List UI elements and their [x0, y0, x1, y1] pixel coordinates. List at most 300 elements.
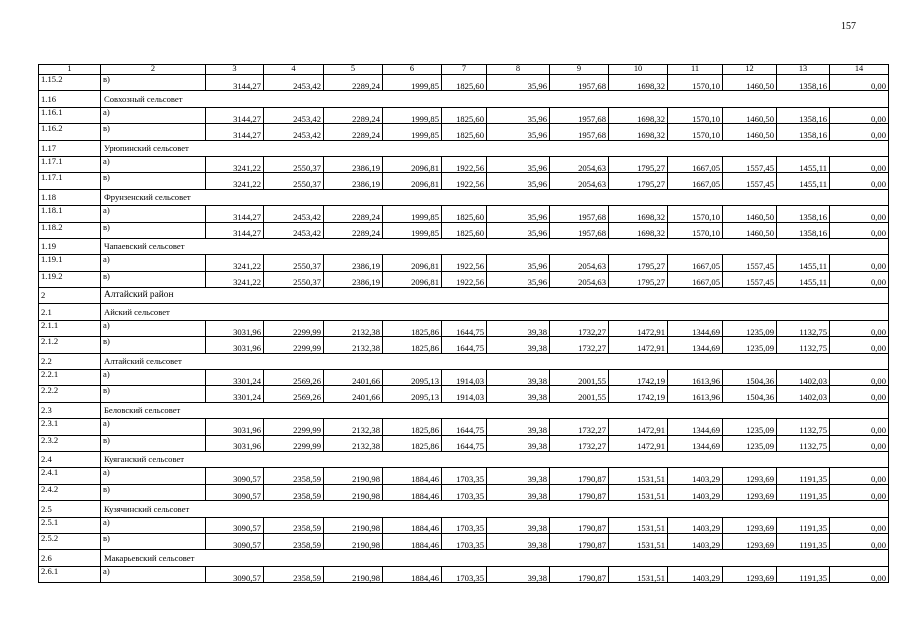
- value-cell: 39,38: [487, 386, 550, 402]
- value-cell: 2096,81: [383, 173, 442, 189]
- value-cell: 3241,22: [206, 271, 264, 287]
- value-cell: 1235,09: [723, 435, 777, 451]
- value-cell: 1703,35: [442, 468, 487, 484]
- column-header: 3: [206, 65, 264, 75]
- value-cell: 39,38: [487, 337, 550, 353]
- value-cell: 1667,05: [668, 255, 723, 271]
- value-cell: 2289,24: [324, 222, 383, 238]
- value-cell: 1667,05: [668, 271, 723, 287]
- value-cell: 1957,68: [550, 124, 609, 140]
- value-cell: 1235,09: [723, 320, 777, 336]
- value-cell: 1825,60: [442, 75, 487, 91]
- value-cell: 0,00: [830, 419, 889, 435]
- value-cell: 2453,42: [264, 124, 324, 140]
- value-cell: 1914,03: [442, 370, 487, 386]
- value-cell: 1570,10: [668, 124, 723, 140]
- row-code: 2.1.2: [39, 337, 101, 353]
- value-cell: 1613,96: [668, 386, 723, 402]
- value-cell: 1570,10: [668, 206, 723, 222]
- value-cell: 1957,68: [550, 206, 609, 222]
- value-cell: 1667,05: [668, 156, 723, 172]
- value-cell: 0,00: [830, 370, 889, 386]
- row-code: 2.3.1: [39, 419, 101, 435]
- value-cell: 1358,16: [777, 107, 830, 123]
- row-code: 2.3: [39, 402, 101, 418]
- value-cell: 1358,16: [777, 75, 830, 91]
- table-row: [39, 484, 889, 500]
- value-cell: 1698,32: [609, 107, 668, 123]
- value-cell: 2054,63: [550, 156, 609, 172]
- row-label: а): [101, 107, 206, 123]
- value-cell: 1825,60: [442, 206, 487, 222]
- row-code: 2.1.1: [39, 320, 101, 336]
- value-cell: 1825,86: [383, 320, 442, 336]
- value-cell: 0,00: [830, 107, 889, 123]
- section-title: Макарьевский сельсовет: [101, 550, 889, 566]
- value-cell: 1293,69: [723, 468, 777, 484]
- table-row: [39, 419, 889, 435]
- value-cell: 1742,19: [609, 386, 668, 402]
- value-cell: 1999,85: [383, 206, 442, 222]
- value-cell: 1132,75: [777, 337, 830, 353]
- value-cell: 1999,85: [383, 222, 442, 238]
- row-code: 1.19: [39, 238, 101, 254]
- section-row: [39, 550, 889, 566]
- row-code: 2: [39, 288, 101, 304]
- value-cell: 1531,51: [609, 484, 668, 500]
- value-cell: 1191,35: [777, 517, 830, 533]
- section-title: Куяганский сельсовет: [101, 451, 889, 467]
- value-cell: 2096,81: [383, 156, 442, 172]
- table-row: [39, 173, 889, 189]
- value-cell: 1455,11: [777, 271, 830, 287]
- value-cell: 2289,24: [324, 124, 383, 140]
- value-cell: 1191,35: [777, 468, 830, 484]
- value-cell: 2289,24: [324, 206, 383, 222]
- value-cell: 1884,46: [383, 517, 442, 533]
- value-cell: 2095,13: [383, 370, 442, 386]
- value-cell: 2096,81: [383, 255, 442, 271]
- value-cell: 2299,99: [264, 320, 324, 336]
- value-cell: 1957,68: [550, 222, 609, 238]
- row-code: 2.5.1: [39, 517, 101, 533]
- value-cell: 1703,35: [442, 484, 487, 500]
- row-label: а): [101, 468, 206, 484]
- value-cell: 3301,24: [206, 370, 264, 386]
- value-cell: 35,96: [487, 156, 550, 172]
- value-cell: 1644,75: [442, 419, 487, 435]
- row-code: 1.16.2: [39, 124, 101, 140]
- value-cell: 1698,32: [609, 124, 668, 140]
- table-row: [39, 468, 889, 484]
- value-cell: 1191,35: [777, 533, 830, 549]
- value-cell: 1999,85: [383, 124, 442, 140]
- value-cell: 39,38: [487, 468, 550, 484]
- value-cell: 1732,27: [550, 419, 609, 435]
- value-cell: 0,00: [830, 517, 889, 533]
- row-label: в): [101, 173, 206, 189]
- value-cell: 1557,45: [723, 255, 777, 271]
- value-cell: 1790,87: [550, 533, 609, 549]
- value-cell: 35,96: [487, 75, 550, 91]
- row-code: 2.5: [39, 501, 101, 517]
- column-header: 1: [39, 65, 101, 75]
- table-row: [39, 320, 889, 336]
- section-title: Алтайский сельсовет: [101, 353, 889, 369]
- column-header: 2: [101, 65, 206, 75]
- row-label: а): [101, 370, 206, 386]
- value-cell: 1504,36: [723, 370, 777, 386]
- value-cell: 1570,10: [668, 107, 723, 123]
- row-label: а): [101, 517, 206, 533]
- section-title: Беловский сельсовет: [101, 402, 889, 418]
- value-cell: 2550,37: [264, 173, 324, 189]
- section-row: [39, 238, 889, 254]
- row-label: а): [101, 206, 206, 222]
- value-cell: 1914,03: [442, 386, 487, 402]
- row-label: в): [101, 271, 206, 287]
- value-cell: 1293,69: [723, 533, 777, 549]
- table-row: [39, 517, 889, 533]
- row-label: в): [101, 222, 206, 238]
- table-body: [39, 75, 889, 583]
- row-code: 2.4.1: [39, 468, 101, 484]
- table-row: [39, 156, 889, 172]
- value-cell: 2453,42: [264, 206, 324, 222]
- section-title: Совхозный сельсовет: [101, 91, 889, 107]
- value-cell: 35,96: [487, 124, 550, 140]
- value-cell: 1235,09: [723, 337, 777, 353]
- value-cell: 35,96: [487, 206, 550, 222]
- value-cell: 1884,46: [383, 484, 442, 500]
- value-cell: 39,38: [487, 484, 550, 500]
- table-row: [39, 124, 889, 140]
- value-cell: 1344,69: [668, 435, 723, 451]
- value-cell: 0,00: [830, 337, 889, 353]
- value-cell: 0,00: [830, 533, 889, 549]
- column-header: 5: [324, 65, 383, 75]
- table-row: [39, 370, 889, 386]
- value-cell: 2299,99: [264, 419, 324, 435]
- value-cell: 1795,27: [609, 271, 668, 287]
- value-cell: 2569,26: [264, 386, 324, 402]
- value-cell: 3241,22: [206, 173, 264, 189]
- value-cell: 1825,60: [442, 107, 487, 123]
- value-cell: 1460,50: [723, 124, 777, 140]
- table-row: [39, 107, 889, 123]
- table-row: [39, 533, 889, 549]
- table-row: [39, 206, 889, 222]
- value-cell: 2453,42: [264, 75, 324, 91]
- row-label: а): [101, 419, 206, 435]
- table-row: [39, 271, 889, 287]
- value-cell: 0,00: [830, 156, 889, 172]
- value-cell: 2358,59: [264, 517, 324, 533]
- column-header: 12: [723, 65, 777, 75]
- row-label: в): [101, 435, 206, 451]
- value-cell: 3031,96: [206, 337, 264, 353]
- value-cell: 39,38: [487, 320, 550, 336]
- row-label: а): [101, 156, 206, 172]
- value-cell: 2190,98: [324, 533, 383, 549]
- section-title: Урюпинский сельсовет: [101, 140, 889, 156]
- value-cell: 2132,38: [324, 320, 383, 336]
- value-cell: 2132,38: [324, 337, 383, 353]
- value-cell: 2386,19: [324, 173, 383, 189]
- section-title: Кузячинский сельсовет: [101, 501, 889, 517]
- value-cell: 1644,75: [442, 435, 487, 451]
- row-label: в): [101, 75, 206, 91]
- value-cell: 1795,27: [609, 255, 668, 271]
- value-cell: 1884,46: [383, 468, 442, 484]
- value-cell: 2190,98: [324, 484, 383, 500]
- value-cell: 1191,35: [777, 566, 830, 582]
- row-label: а): [101, 255, 206, 271]
- value-cell: 0,00: [830, 271, 889, 287]
- value-cell: 1358,16: [777, 206, 830, 222]
- value-cell: 1698,32: [609, 222, 668, 238]
- row-code: 1.17.1: [39, 173, 101, 189]
- value-cell: 1358,16: [777, 222, 830, 238]
- section-row: [39, 451, 889, 467]
- value-cell: 3144,27: [206, 124, 264, 140]
- value-cell: 2299,99: [264, 435, 324, 451]
- value-cell: 2001,55: [550, 370, 609, 386]
- column-header: 9: [550, 65, 609, 75]
- value-cell: 1402,03: [777, 386, 830, 402]
- value-cell: 1703,35: [442, 533, 487, 549]
- row-code: 1.19.1: [39, 255, 101, 271]
- value-cell: 1460,50: [723, 75, 777, 91]
- value-cell: 2095,13: [383, 386, 442, 402]
- value-cell: 3144,27: [206, 206, 264, 222]
- section-row: [39, 288, 889, 304]
- value-cell: 3144,27: [206, 75, 264, 91]
- value-cell: 2190,98: [324, 468, 383, 484]
- value-cell: 1825,86: [383, 337, 442, 353]
- value-cell: 2001,55: [550, 386, 609, 402]
- section-row: [39, 353, 889, 369]
- value-cell: 3031,96: [206, 320, 264, 336]
- value-cell: 0,00: [830, 173, 889, 189]
- value-cell: 2132,38: [324, 435, 383, 451]
- value-cell: 1455,11: [777, 156, 830, 172]
- value-cell: 1460,50: [723, 222, 777, 238]
- value-cell: 2190,98: [324, 517, 383, 533]
- value-cell: 1795,27: [609, 173, 668, 189]
- value-cell: 1344,69: [668, 419, 723, 435]
- row-code: 1.18.2: [39, 222, 101, 238]
- value-cell: 1403,29: [668, 566, 723, 582]
- value-cell: 1531,51: [609, 533, 668, 549]
- value-cell: 3031,96: [206, 419, 264, 435]
- value-cell: 2289,24: [324, 75, 383, 91]
- value-cell: 1790,87: [550, 517, 609, 533]
- value-cell: 2401,66: [324, 370, 383, 386]
- row-code: 2.2: [39, 353, 101, 369]
- value-cell: 0,00: [830, 222, 889, 238]
- value-cell: 1403,29: [668, 468, 723, 484]
- value-cell: 2401,66: [324, 386, 383, 402]
- row-label: а): [101, 320, 206, 336]
- row-code: 1.17: [39, 140, 101, 156]
- value-cell: 3090,57: [206, 484, 264, 500]
- value-cell: 1732,27: [550, 320, 609, 336]
- section-row: [39, 304, 889, 320]
- section-row: [39, 402, 889, 418]
- row-code: 2.6.1: [39, 566, 101, 582]
- row-label: в): [101, 484, 206, 500]
- value-cell: 2358,59: [264, 566, 324, 582]
- row-label: в): [101, 533, 206, 549]
- value-cell: 1460,50: [723, 206, 777, 222]
- value-cell: 3144,27: [206, 107, 264, 123]
- section-title: Айский сельсовет: [101, 304, 889, 320]
- value-cell: 1790,87: [550, 566, 609, 582]
- value-cell: 2054,63: [550, 173, 609, 189]
- row-code: 1.16: [39, 91, 101, 107]
- section-row: [39, 501, 889, 517]
- value-cell: 1790,87: [550, 468, 609, 484]
- value-cell: 3301,24: [206, 386, 264, 402]
- section-row: [39, 91, 889, 107]
- value-cell: 3090,57: [206, 566, 264, 582]
- row-code: 2.4.2: [39, 484, 101, 500]
- value-cell: 1455,11: [777, 173, 830, 189]
- column-header: 10: [609, 65, 668, 75]
- table-row: [39, 386, 889, 402]
- value-cell: 39,38: [487, 566, 550, 582]
- value-cell: 1884,46: [383, 566, 442, 582]
- value-cell: 1460,50: [723, 107, 777, 123]
- value-cell: 2289,24: [324, 107, 383, 123]
- table-row: [39, 222, 889, 238]
- value-cell: 1472,91: [609, 320, 668, 336]
- value-cell: 0,00: [830, 124, 889, 140]
- column-header: 11: [668, 65, 723, 75]
- value-cell: 1293,69: [723, 566, 777, 582]
- value-cell: 1472,91: [609, 419, 668, 435]
- value-cell: 1732,27: [550, 337, 609, 353]
- value-cell: 1825,86: [383, 435, 442, 451]
- value-cell: 1191,35: [777, 484, 830, 500]
- row-label: в): [101, 337, 206, 353]
- value-cell: 1293,69: [723, 517, 777, 533]
- value-cell: 1570,10: [668, 222, 723, 238]
- value-cell: 1531,51: [609, 468, 668, 484]
- value-cell: 1455,11: [777, 255, 830, 271]
- value-cell: 1344,69: [668, 320, 723, 336]
- value-cell: 3144,27: [206, 222, 264, 238]
- value-cell: 1344,69: [668, 337, 723, 353]
- value-cell: 1825,86: [383, 419, 442, 435]
- value-cell: 0,00: [830, 435, 889, 451]
- section-title: Алтайский район: [101, 288, 889, 304]
- section-title: Чапаевский сельсовет: [101, 238, 889, 254]
- value-cell: 39,38: [487, 370, 550, 386]
- row-label: а): [101, 566, 206, 582]
- value-cell: 1957,68: [550, 75, 609, 91]
- tariff-table: [38, 64, 889, 583]
- value-cell: 0,00: [830, 386, 889, 402]
- value-cell: 1132,75: [777, 320, 830, 336]
- row-code: 2.3.2: [39, 435, 101, 451]
- value-cell: 1703,35: [442, 566, 487, 582]
- value-cell: 39,38: [487, 419, 550, 435]
- table-row: [39, 435, 889, 451]
- table-row: [39, 255, 889, 271]
- column-number-row: [39, 65, 889, 75]
- row-code: 1.18.1: [39, 206, 101, 222]
- column-header: 4: [264, 65, 324, 75]
- row-code: 1.19.2: [39, 271, 101, 287]
- value-cell: 3241,22: [206, 156, 264, 172]
- value-cell: 1504,36: [723, 386, 777, 402]
- table-row: [39, 566, 889, 582]
- section-title: Фрунзенский сельсовет: [101, 189, 889, 205]
- value-cell: 1644,75: [442, 337, 487, 353]
- value-cell: 35,96: [487, 173, 550, 189]
- value-cell: 1922,56: [442, 156, 487, 172]
- value-cell: 1132,75: [777, 419, 830, 435]
- value-cell: 39,38: [487, 533, 550, 549]
- value-cell: 1790,87: [550, 484, 609, 500]
- value-cell: 1235,09: [723, 419, 777, 435]
- value-cell: 1402,03: [777, 370, 830, 386]
- value-cell: 1999,85: [383, 75, 442, 91]
- value-cell: 0,00: [830, 484, 889, 500]
- value-cell: 1403,29: [668, 484, 723, 500]
- table-row: [39, 75, 889, 91]
- value-cell: 2386,19: [324, 255, 383, 271]
- value-cell: 35,96: [487, 107, 550, 123]
- value-cell: 2386,19: [324, 156, 383, 172]
- value-cell: 1557,45: [723, 271, 777, 287]
- value-cell: 3241,22: [206, 255, 264, 271]
- value-cell: 1531,51: [609, 566, 668, 582]
- value-cell: 1732,27: [550, 435, 609, 451]
- value-cell: 2054,63: [550, 271, 609, 287]
- column-header: 7: [442, 65, 487, 75]
- row-code: 2.2.1: [39, 370, 101, 386]
- value-cell: 1644,75: [442, 320, 487, 336]
- value-cell: 35,96: [487, 222, 550, 238]
- value-cell: 1557,45: [723, 173, 777, 189]
- row-code: 1.15.2: [39, 75, 101, 91]
- value-cell: 1132,75: [777, 435, 830, 451]
- row-label: в): [101, 386, 206, 402]
- value-cell: 1293,69: [723, 484, 777, 500]
- value-cell: 1667,05: [668, 173, 723, 189]
- value-cell: 1742,19: [609, 370, 668, 386]
- value-cell: 0,00: [830, 468, 889, 484]
- column-header: 13: [777, 65, 830, 75]
- value-cell: 2453,42: [264, 107, 324, 123]
- value-cell: 3090,57: [206, 533, 264, 549]
- table-row: [39, 337, 889, 353]
- value-cell: 0,00: [830, 320, 889, 336]
- value-cell: 1884,46: [383, 533, 442, 549]
- value-cell: 1703,35: [442, 517, 487, 533]
- column-header: 6: [383, 65, 442, 75]
- value-cell: 1570,10: [668, 75, 723, 91]
- value-cell: 2386,19: [324, 271, 383, 287]
- value-cell: 35,96: [487, 271, 550, 287]
- value-cell: 2054,63: [550, 255, 609, 271]
- value-cell: 1472,91: [609, 435, 668, 451]
- value-cell: 0,00: [830, 566, 889, 582]
- value-cell: 1825,60: [442, 124, 487, 140]
